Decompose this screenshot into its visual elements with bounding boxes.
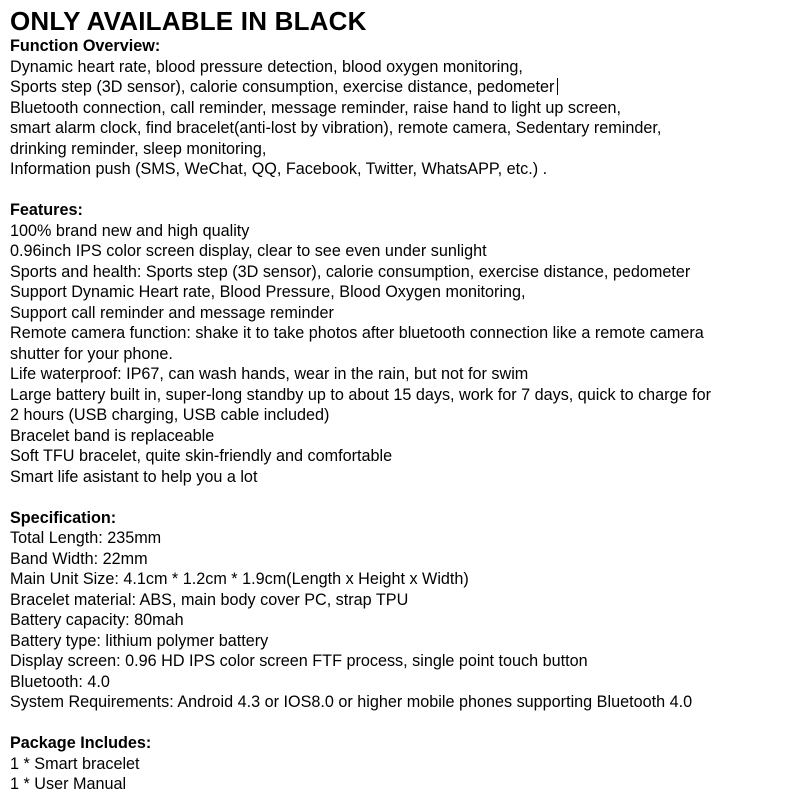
package-title: Package Includes: [10,734,152,752]
function-overview-line [10,77,782,98]
features-line: Large battery built in, super-long standby up to about 15 days, work for 7 days, quick to charge for [10,385,711,404]
features-line: Smart life asistant to help you a lot [10,467,258,486]
features-line: Soft TFU bracelet, quite skin-friendly and comfortable [10,447,393,465]
headline: ONLY AVAILABLE IN BLACK [10,6,367,36]
features-title: Features: [10,201,83,219]
text-cursor-icon [557,78,558,95]
package-section [10,733,782,795]
function-overview-line: drinking reminder, sleep monitoring, [10,139,267,158]
function-overview-title: Function Overview: [10,37,161,55]
specification-line: Total Length: 235mm [10,529,162,547]
features-line: 0.96inch IPS color screen display, clear to see even under sunlight [10,242,487,260]
features-line: Remote camera function: shake it to take photos after bluetooth connection like a remote camera [10,324,704,342]
features-line: Bracelet band is replaceable [10,426,215,445]
features-line: Sports and health: Sports step (3D sensor), calorie consumption, exercise distance, pedometer [10,262,691,281]
specification-line: Bracelet material: ABS, main body cover PC, strap TPU [10,590,409,609]
specification-section [10,508,782,713]
function-overview-line: Bluetooth connection, call reminder, message reminder, raise hand to light up screen, [10,98,621,117]
specification-line: Band Width: 22mm [10,549,148,568]
function-overview-line-text: Sports step (3D sensor), calorie consumption, exercise distance, pedometer [10,78,555,96]
features-line: 2 hours (USB charging, USB cable included) [10,406,330,424]
specification-line: Battery type: lithium polymer battery [10,631,269,650]
section-gap [10,180,782,201]
function-overview-line: Information push (SMS, WeChat, QQ, Facebook, Twitter, WhatsAPP, etc.) . [10,160,548,178]
package-line: 1 * User Manual [10,775,127,793]
features-line: shutter for your phone. [10,344,173,363]
function-overview-section [10,36,782,180]
specification-line: Battery capacity: 80mah [10,611,184,629]
section-gap [10,713,782,734]
specification-line: Bluetooth: 4.0 [10,672,110,691]
specification-title: Specification: [10,508,117,527]
features-section [10,200,782,487]
features-line: 100% brand new and high quality [10,221,250,240]
package-line: 1 * Smart bracelet [10,754,140,773]
features-line: Support Dynamic Heart rate, Blood Pressure, Blood Oxygen monitoring, [10,283,526,301]
specification-line: Main Unit Size: 4.1cm * 1.2cm * 1.9cm(Length x Height x Width) [10,570,469,588]
section-gap [10,487,782,508]
specification-line: System Requirements: Android 4.3 or IOS8.0 or higher mobile phones supporting Bluetooth 4.0 [10,693,693,711]
function-overview-line: smart alarm clock, find bracelet(anti-lost by vibration), remote camera, Sedentary reminder, [10,119,662,137]
function-overview-line: Dynamic heart rate, blood pressure detection, blood oxygen monitoring, [10,57,523,76]
features-line: Support call reminder and message reminder [10,303,334,322]
specification-line: Display screen: 0.96 HD IPS color screen FTF process, single point touch button [10,652,588,670]
features-line: Life waterproof: IP67, can wash hands, wear in the rain, but not for swim [10,365,529,383]
document-page [10,6,782,795]
